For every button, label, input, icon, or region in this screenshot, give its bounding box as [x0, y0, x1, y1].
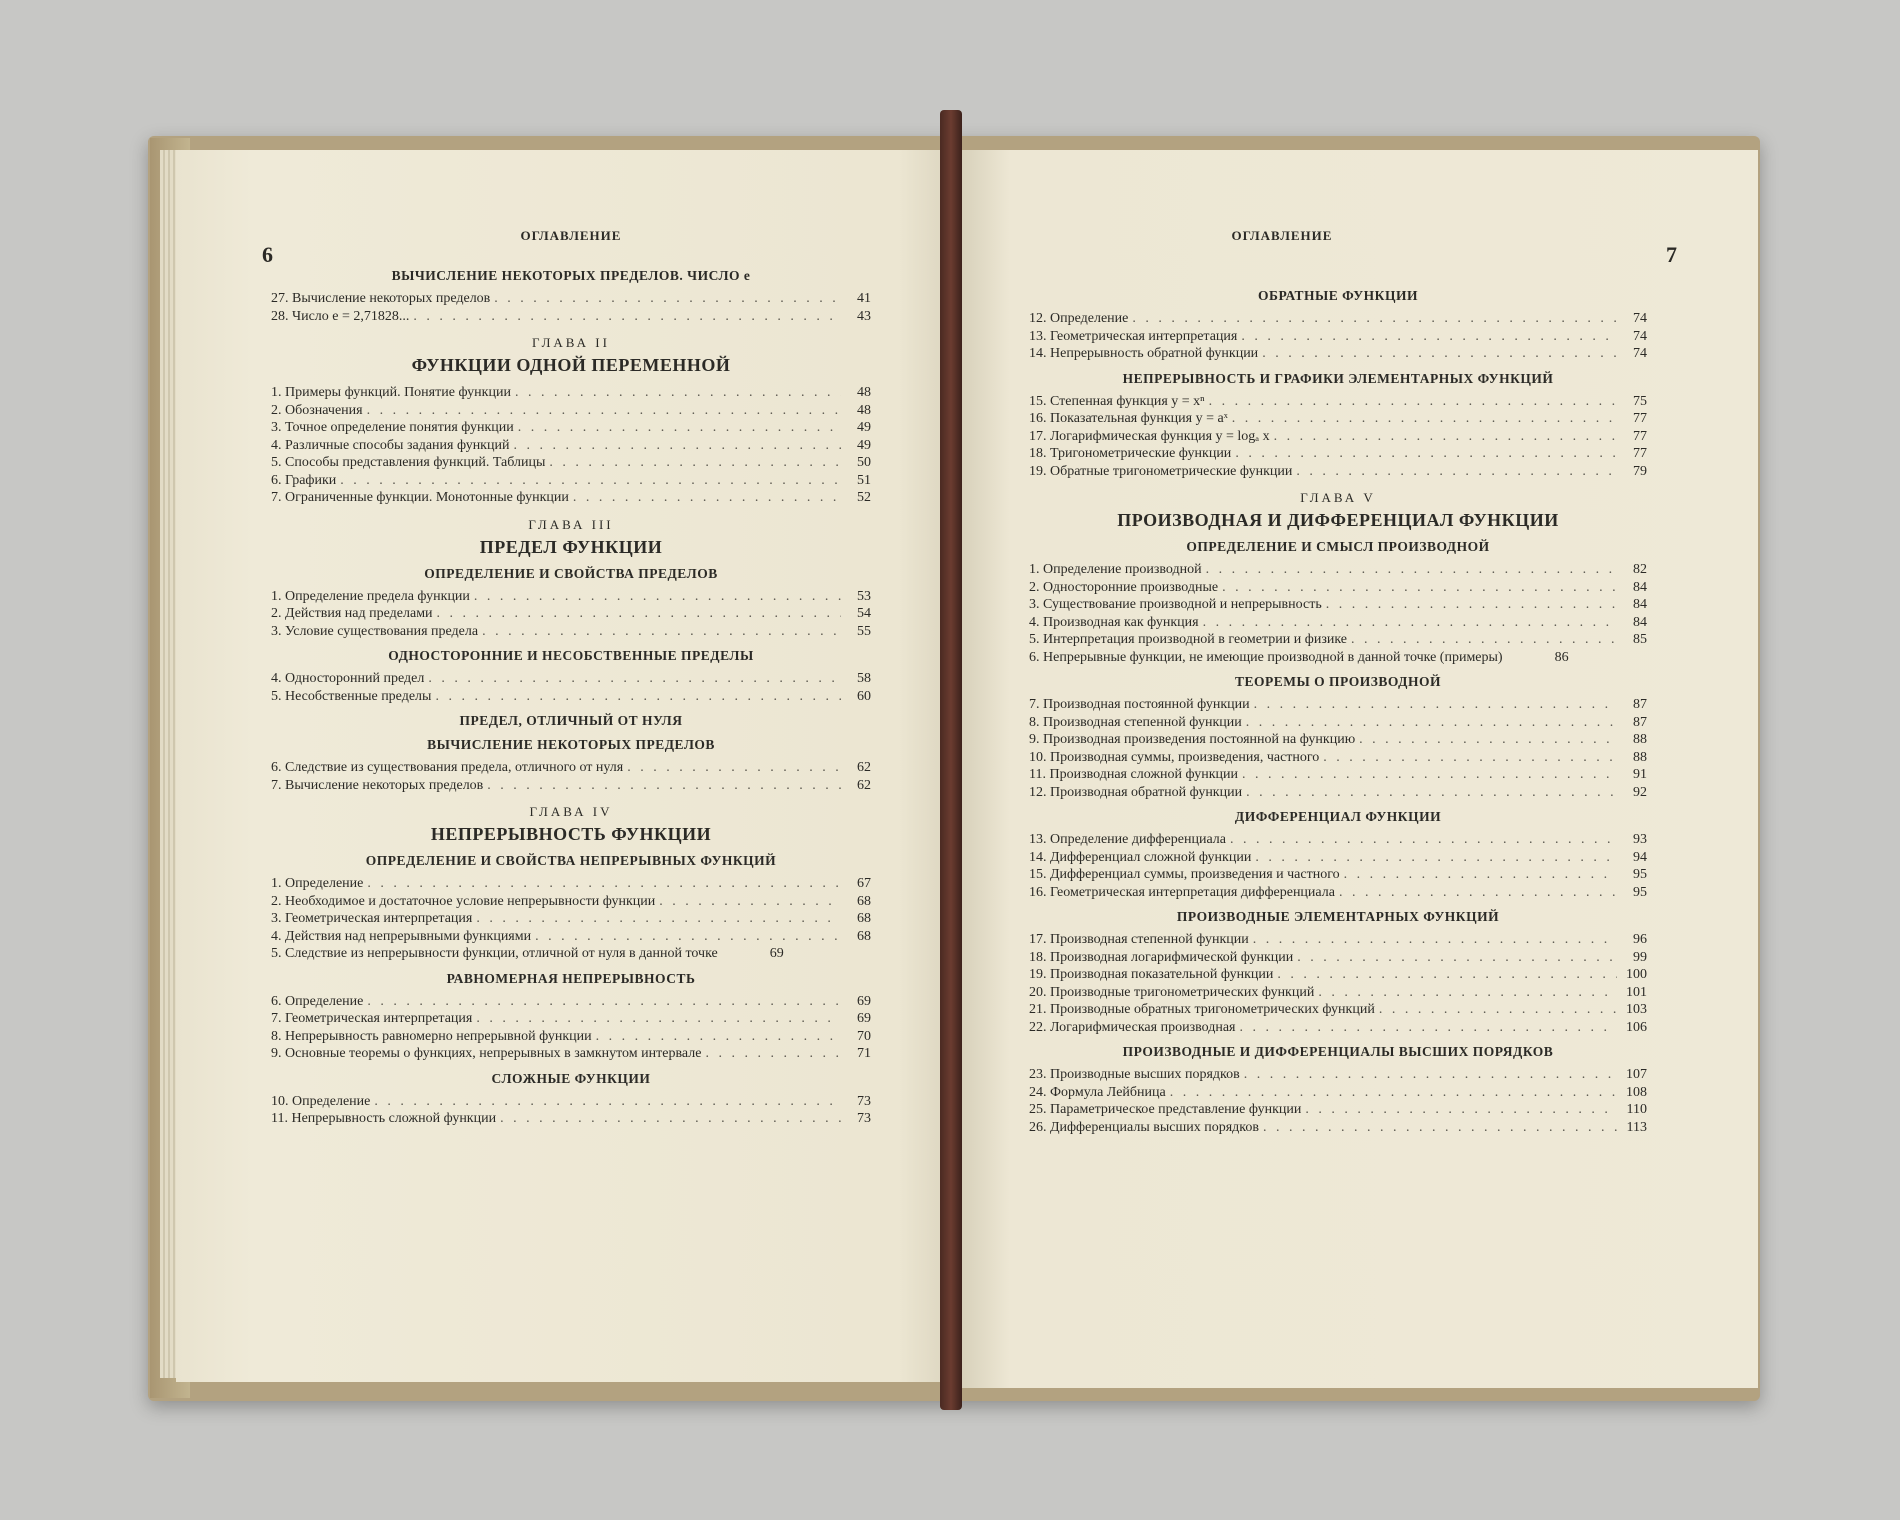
toc-entry — [271, 670, 871, 688]
section-heading: ПРОИЗВОДНЫЕ И ДИФФЕРЕНЦИАЛЫ ВЫСШИХ ПОРЯДКОВ — [1122, 1044, 1554, 1059]
toc-entry-title: 7. Геометрическая интерпретация — [271, 1011, 473, 1026]
toc-entry — [1029, 749, 1647, 767]
toc-entry-page: 100 — [1626, 967, 1647, 982]
toc-entry-page: 101 — [1626, 984, 1647, 1000]
toc-entry — [1029, 1084, 1647, 1102]
toc-entry — [1029, 345, 1647, 363]
dot-leader — [1246, 714, 1617, 732]
toc-entry-title: 5. Интерпретация производной в геометрии и физике — [1029, 632, 1348, 647]
toc-entry-page: 69 — [769, 946, 784, 961]
dot-leader — [513, 437, 841, 455]
chapter-label: ГЛАВА IV — [529, 804, 613, 819]
dot-leader — [367, 402, 841, 420]
toc-entry-page: 86 — [1554, 649, 1569, 665]
toc-entry — [1029, 984, 1647, 1002]
toc-entry — [271, 308, 871, 326]
toc-entry-title: 17. Производная степенной функции — [1029, 932, 1249, 947]
dot-leader — [1254, 696, 1617, 714]
toc-entry — [1029, 731, 1647, 749]
dot-leader — [476, 1010, 841, 1028]
toc-entry — [1029, 884, 1647, 902]
toc-entry-title: 19. Обратные тригонометрические функции — [1029, 463, 1293, 479]
toc-entry-title: 17. Логарифмическая функция y = logₐ x — [1029, 428, 1270, 444]
dot-leader — [515, 384, 841, 402]
toc-entry-title: 4. Производная как функция — [1029, 614, 1199, 630]
toc-entry — [1029, 561, 1647, 579]
toc-entry-page: 88 — [1633, 732, 1647, 747]
toc-entry-page: 69 — [857, 993, 871, 1009]
toc-entry-page: 94 — [1633, 849, 1647, 865]
toc-entry-title: 15. Дифференциал суммы, произведения и частного — [1029, 867, 1340, 882]
running-head: ОГЛАВЛЕНИЕ — [520, 228, 622, 243]
section-heading: РАВНОМЕРНАЯ НЕПРЕРЫВНОСТЬ — [446, 970, 696, 986]
toc-entry — [1029, 1119, 1647, 1137]
dot-leader — [1230, 831, 1617, 849]
toc-entry — [271, 437, 871, 455]
section-heading: ПРЕДЕЛ, ОТЛИЧНЫЙ ОТ НУЛЯ — [459, 713, 683, 728]
toc-entry-page: 84 — [1633, 597, 1647, 612]
dot-leader — [1244, 1066, 1617, 1084]
toc-entry — [271, 588, 871, 606]
dot-leader — [627, 759, 841, 777]
dot-leader — [413, 308, 841, 326]
dot-leader — [518, 419, 841, 437]
toc-entry — [271, 910, 871, 928]
toc-entry-title: 11. Производная сложной функции — [1029, 767, 1238, 782]
toc-entry — [1029, 714, 1647, 732]
toc-entry-title: 26. Дифференциалы высших порядков — [1029, 1119, 1259, 1135]
toc-entry-title: 7. Ограниченные функции. Монотонные функции — [271, 490, 569, 505]
toc-entry-page: 99 — [1633, 949, 1647, 965]
toc-entry-title: 13. Геометрическая интерпретация — [1029, 328, 1238, 344]
toc-entry — [271, 777, 871, 795]
chapter-title: ФУНКЦИИ ОДНОЙ ПЕРЕМЕННОЙ — [411, 355, 731, 375]
toc-entry — [271, 688, 871, 706]
toc-entry — [1029, 649, 1647, 667]
section-heading: ОПРЕДЕЛЕНИЕ И СВОЙСТВА ПРЕДЕЛОВ — [424, 565, 718, 581]
toc-entry-page: 87 — [1633, 714, 1647, 730]
toc-entry-title: 21. Производные обратных тригонометрических функций — [1029, 1002, 1375, 1017]
section-heading: СЛОЖНЫЕ ФУНКЦИИ — [491, 1070, 651, 1086]
toc-entry-page: 108 — [1626, 1084, 1647, 1100]
toc-entry-title: 8. Непрерывность равномерно непрерывной функции — [271, 1028, 592, 1044]
toc-entry-page: 43 — [857, 308, 871, 324]
dot-leader — [1253, 931, 1617, 949]
section-heading: НЕПРЕРЫВНОСТЬ И ГРАФИКИ ЭЛЕМЕНТАРНЫХ ФУНКЦИЙ — [1122, 370, 1554, 386]
dot-leader — [1359, 731, 1617, 749]
toc-entry-page: 73 — [857, 1111, 871, 1126]
book-spine — [940, 110, 962, 1410]
section-heading: ДИФФЕРЕНЦИАЛ ФУНКЦИИ — [1234, 809, 1442, 824]
section-heading: ПРОИЗВОДНЫЕ ЭЛЕМЕНТАРНЫХ ФУНКЦИЙ — [1176, 909, 1500, 924]
toc-entry-page: 68 — [857, 893, 871, 909]
toc-entry-page: 48 — [857, 402, 871, 418]
chapter-title: НЕПРЕРЫВНОСТЬ ФУНКЦИИ — [430, 824, 712, 844]
right-page — [962, 150, 1758, 1388]
toc-entry — [1029, 866, 1647, 884]
toc-entry-title: 20. Производные тригонометрических функций — [1029, 984, 1315, 1000]
running-head: ОГЛАВЛЕНИЕ — [1231, 228, 1333, 243]
section-heading: ВЫЧИСЛЕНИЕ НЕКОТОРЫХ ПРЕДЕЛОВ — [427, 737, 715, 752]
toc-entry-title: 3. Геометрическая интерпретация — [271, 911, 473, 926]
toc-entry-page: 110 — [1626, 1102, 1647, 1117]
toc-entry — [1029, 849, 1647, 867]
toc-entry — [271, 605, 871, 623]
dot-leader — [1339, 884, 1617, 902]
toc-entry — [271, 489, 871, 507]
toc-entry-title: 12. Определение — [1029, 311, 1129, 326]
toc-entry-title: 19. Производная показательной функции — [1029, 967, 1274, 982]
toc-entry-title: 3. Условие существования предела — [271, 623, 479, 639]
dot-leader — [535, 928, 841, 946]
dot-leader — [1209, 393, 1617, 411]
dot-leader — [487, 777, 841, 795]
toc-list — [271, 260, 871, 1128]
toc-entry — [271, 875, 871, 893]
dot-leader — [1326, 596, 1617, 614]
dot-leader — [1379, 1001, 1617, 1019]
toc-entry-page: 68 — [857, 911, 871, 926]
toc-entry — [271, 945, 871, 963]
dot-leader — [1246, 784, 1617, 802]
toc-entry — [1029, 328, 1647, 346]
toc-entry-title: 18. Производная логарифмической функции — [1029, 949, 1294, 965]
toc-entry-page: 52 — [857, 490, 871, 505]
toc-entry-page: 82 — [1633, 562, 1647, 577]
toc-entry-title: 4. Односторонний предел — [271, 671, 425, 686]
dot-leader — [367, 993, 841, 1011]
dot-leader — [1255, 849, 1617, 867]
chapter-title: ПРЕДЕЛ ФУНКЦИИ — [479, 536, 663, 557]
toc-entry — [271, 1010, 871, 1028]
toc-entry-title: 16. Показательная функция y = aˣ — [1029, 411, 1228, 426]
toc-entry-title: 2. Необходимое и достаточное условие непрерывности функции — [271, 893, 656, 909]
toc-entry-page: 85 — [1633, 632, 1647, 647]
dot-leader — [500, 1110, 841, 1128]
toc-entry-title: 9. Производная произведения постоянной на функцию — [1029, 732, 1356, 747]
toc-entry — [1029, 949, 1647, 967]
toc-entry-page: 91 — [1633, 767, 1647, 782]
toc-entry-title: 27. Вычисление некоторых пределов — [271, 291, 491, 306]
toc-entry-title: 14. Непрерывность обратной функции — [1029, 346, 1259, 361]
dot-leader — [1318, 984, 1617, 1002]
toc-entry-page: 113 — [1626, 1119, 1647, 1135]
dot-leader — [1242, 766, 1617, 784]
toc-entry-page: 77 — [1633, 428, 1647, 444]
toc-entry-title: 5. Следствие из непрерывности функции, отличной от нуля в данной точке — [271, 946, 718, 961]
toc-entry-page: 95 — [1633, 867, 1647, 882]
dot-leader — [1277, 966, 1617, 984]
toc-entry-page: 95 — [1633, 884, 1647, 900]
toc-entry-title: 25. Параметрическое представление функции — [1029, 1102, 1302, 1117]
toc-entry — [1029, 393, 1647, 411]
toc-entry-page: 58 — [857, 671, 871, 686]
toc-entry — [271, 623, 871, 641]
toc-entry-page: 77 — [1633, 446, 1647, 461]
toc-entry — [1029, 310, 1647, 328]
toc-entry-title: 2. Действия над пределами — [271, 606, 433, 621]
toc-entry-title: 8. Производная степенной функции — [1029, 714, 1242, 730]
chapter-title: ПРОИЗВОДНАЯ И ДИФФЕРЕНЦИАЛ ФУНКЦИИ — [1117, 510, 1559, 530]
toc-entry-title: 18. Тригонометрические функции — [1029, 446, 1232, 461]
toc-entry-page: 84 — [1633, 614, 1647, 630]
page-number: 7 — [1666, 242, 1677, 267]
toc-entry — [271, 993, 871, 1011]
dot-leader — [1241, 328, 1617, 346]
dot-leader — [659, 893, 841, 911]
chapter-label: ГЛАВА V — [1300, 490, 1376, 505]
toc-entry-page: 70 — [857, 1028, 871, 1044]
toc-entry-page: 107 — [1626, 1067, 1647, 1082]
toc-entry-title: 15. Степенная функция y = xⁿ — [1029, 393, 1205, 409]
toc-entry — [271, 472, 871, 490]
section-heading: ВЫЧИСЛЕНИЕ НЕКОТОРЫХ ПРЕДЕЛОВ. ЧИСЛО e — [391, 268, 751, 283]
toc-entry — [271, 402, 871, 420]
toc-entry — [1029, 579, 1647, 597]
toc-entry — [1029, 614, 1647, 632]
toc-entry-page: 87 — [1633, 697, 1647, 712]
toc-entry — [1029, 428, 1647, 446]
toc-entry-title: 4. Различные способы задания функций — [271, 437, 510, 453]
dot-leader — [1263, 1119, 1617, 1137]
dot-leader — [437, 605, 841, 623]
toc-entry-title: 7. Вычисление некоторых пределов — [271, 777, 484, 793]
toc-entry-page: 93 — [1633, 832, 1647, 847]
dot-leader — [596, 1028, 841, 1046]
dot-leader — [1203, 614, 1617, 632]
toc-entry-page: 50 — [857, 455, 871, 470]
dot-leader — [1296, 463, 1617, 481]
toc-entry — [1029, 784, 1647, 802]
dot-leader — [374, 1093, 841, 1111]
dot-leader — [1351, 631, 1617, 649]
toc-entry-page: 41 — [857, 291, 871, 306]
section-heading: ТЕОРЕМЫ О ПРОИЗВОДНОЙ — [1235, 674, 1441, 689]
toc-entry — [271, 419, 871, 437]
toc-entry — [1029, 463, 1647, 481]
toc-entry — [1029, 1101, 1647, 1119]
section-heading: ОБРАТНЫЕ ФУНКЦИИ — [1258, 288, 1418, 303]
toc-entry-page: 84 — [1633, 579, 1647, 595]
toc-entry-title: 3. Точное определение понятия функции — [271, 420, 514, 435]
toc-entry — [1029, 966, 1647, 984]
toc-entry — [1029, 931, 1647, 949]
dot-leader — [435, 688, 841, 706]
section-heading: ОПРЕДЕЛЕНИЕ И СВОЙСТВА НЕПРЕРЫВНЫХ ФУНКЦИЙ — [365, 853, 777, 868]
toc-entry-title: 11. Непрерывность сложной функции — [271, 1111, 497, 1126]
dot-leader — [1170, 1084, 1617, 1102]
toc-entry-page: 92 — [1633, 784, 1647, 800]
dot-leader — [1262, 345, 1617, 363]
dot-leader — [474, 588, 841, 606]
toc-entry-page: 51 — [857, 472, 871, 488]
toc-entry-page: 55 — [857, 623, 871, 639]
dot-leader — [1344, 866, 1617, 884]
page-number: 6 — [262, 242, 273, 267]
toc-entry-title: 1. Определение — [271, 876, 364, 891]
dot-leader — [1305, 1101, 1617, 1119]
section-heading: ОДНОСТОРОННИЕ И НЕСОБСТВЕННЫЕ ПРЕДЕЛЫ — [388, 648, 754, 663]
toc-entry-page: 69 — [857, 1011, 871, 1026]
toc-entry — [1029, 631, 1647, 649]
toc-entry-title: 28. Число e = 2,71828... — [271, 308, 410, 324]
dot-leader — [428, 670, 841, 688]
dot-leader — [1232, 410, 1617, 428]
toc-entry-page: 88 — [1633, 749, 1647, 765]
dot-leader — [367, 875, 841, 893]
toc-entry — [271, 454, 871, 472]
toc-entry-title: 5. Несобственные пределы — [271, 688, 432, 704]
toc-entry-title: 6. Определение — [271, 993, 364, 1009]
toc-entry-title: 1. Примеры функций. Понятие функции — [271, 385, 511, 400]
toc-entry-title: 10. Определение — [271, 1093, 371, 1109]
toc-entry — [1029, 1001, 1647, 1019]
dot-leader — [340, 472, 841, 490]
toc-entry-page: 77 — [1633, 411, 1647, 426]
toc-entry-title: 10. Производная суммы, произведения, частного — [1029, 749, 1320, 765]
toc-entry-title: 9. Основные теоремы о функциях, непрерывных в замкнутом интервале — [271, 1046, 702, 1061]
toc-entry — [1029, 1019, 1647, 1037]
toc-entry-page: 74 — [1633, 311, 1647, 326]
chapter-label: ГЛАВА III — [528, 516, 614, 532]
section-heading: ОПРЕДЕЛЕНИЕ И СМЫСЛ ПРОИЗВОДНОЙ — [1186, 539, 1490, 554]
toc-entry — [271, 893, 871, 911]
toc-entry — [1029, 596, 1647, 614]
dot-leader — [1206, 561, 1617, 579]
toc-entry-title: 2. Обозначения — [271, 402, 363, 418]
toc-entry-page: 71 — [857, 1046, 871, 1061]
dot-leader — [1297, 949, 1617, 967]
toc-entry — [1029, 410, 1647, 428]
toc-entry-page: 68 — [857, 928, 871, 944]
dot-leader — [1239, 1019, 1617, 1037]
toc-entry — [271, 1028, 871, 1046]
dot-leader — [482, 623, 841, 641]
toc-entry-title: 1. Определение предела функции — [271, 588, 470, 604]
toc-entry-page: 67 — [857, 876, 871, 891]
toc-entry-title: 1. Определение производной — [1029, 562, 1202, 577]
toc-entry-page: 74 — [1633, 328, 1647, 344]
toc-entry-page: 74 — [1633, 346, 1647, 361]
toc-entry-page: 62 — [857, 760, 871, 775]
toc-entry — [271, 1093, 871, 1111]
toc-entry — [1029, 1066, 1647, 1084]
toc-entry-title: 14. Дифференциал сложной функции — [1029, 849, 1252, 865]
toc-entry-title: 13. Определение дифференциала — [1029, 832, 1226, 847]
dot-leader — [494, 290, 841, 308]
toc-list — [1029, 280, 1647, 1136]
toc-entry-page: 60 — [857, 688, 871, 704]
toc-entry — [271, 928, 871, 946]
toc-entry-title: 23. Производные высших порядков — [1029, 1067, 1240, 1082]
toc-entry-page: 75 — [1633, 393, 1647, 409]
toc-entry-page: 79 — [1633, 463, 1647, 479]
toc-entry — [271, 1110, 871, 1128]
toc-entry-page: 53 — [857, 588, 871, 604]
dot-leader — [1222, 579, 1617, 597]
toc-entry — [1029, 696, 1647, 714]
toc-entry-page: 54 — [857, 606, 871, 621]
toc-entry — [271, 290, 871, 308]
dot-leader — [549, 454, 841, 472]
toc-entry-page: 103 — [1626, 1002, 1647, 1017]
chapter-label: ГЛАВА II — [532, 335, 610, 350]
toc-entry — [271, 759, 871, 777]
toc-entry — [271, 1045, 871, 1063]
toc-entry-title: 4. Действия над непрерывными функциями — [271, 928, 532, 944]
toc-entry-page: 106 — [1626, 1019, 1647, 1035]
toc-entry-page: 73 — [857, 1093, 871, 1109]
dot-leader — [476, 910, 841, 928]
dot-leader — [573, 489, 841, 507]
toc-entry-title: 6. Графики — [271, 472, 337, 488]
dot-leader — [1132, 310, 1617, 328]
toc-entry-title: 22. Логарифмическая производная — [1029, 1019, 1236, 1035]
toc-entry-title: 6. Следствие из существования предела, отличного от нуля — [271, 760, 624, 775]
toc-entry-page: 49 — [857, 437, 871, 453]
dot-leader — [1274, 428, 1617, 446]
toc-entry — [1029, 445, 1647, 463]
toc-entry-page: 96 — [1633, 932, 1647, 947]
toc-entry-title: 12. Производная обратной функции — [1029, 784, 1243, 800]
toc-entry-page: 62 — [857, 777, 871, 793]
toc-entry — [271, 384, 871, 402]
toc-entry — [1029, 766, 1647, 784]
dot-leader — [1235, 445, 1617, 463]
toc-entry-title: 16. Геометрическая интерпретация дифференциала — [1029, 884, 1335, 900]
toc-entry-title: 6. Непрерывные функции, не имеющие производной в данной точке (примеры) — [1029, 649, 1503, 665]
toc-entry — [1029, 831, 1647, 849]
toc-entry-page: 48 — [857, 385, 871, 400]
left-page — [176, 150, 961, 1382]
toc-entry-title: 2. Односторонние производные — [1029, 579, 1219, 595]
toc-entry-title: 24. Формула Лейбница — [1029, 1084, 1166, 1100]
toc-entry-title: 7. Производная постоянной функции — [1029, 697, 1250, 712]
toc-entry-title: 3. Существование производной и непрерывность — [1029, 597, 1322, 612]
dot-leader — [705, 1045, 841, 1063]
toc-entry-title: 5. Способы представления функций. Таблицы — [271, 455, 546, 470]
toc-entry-page: 49 — [857, 420, 871, 435]
dot-leader — [1323, 749, 1617, 767]
